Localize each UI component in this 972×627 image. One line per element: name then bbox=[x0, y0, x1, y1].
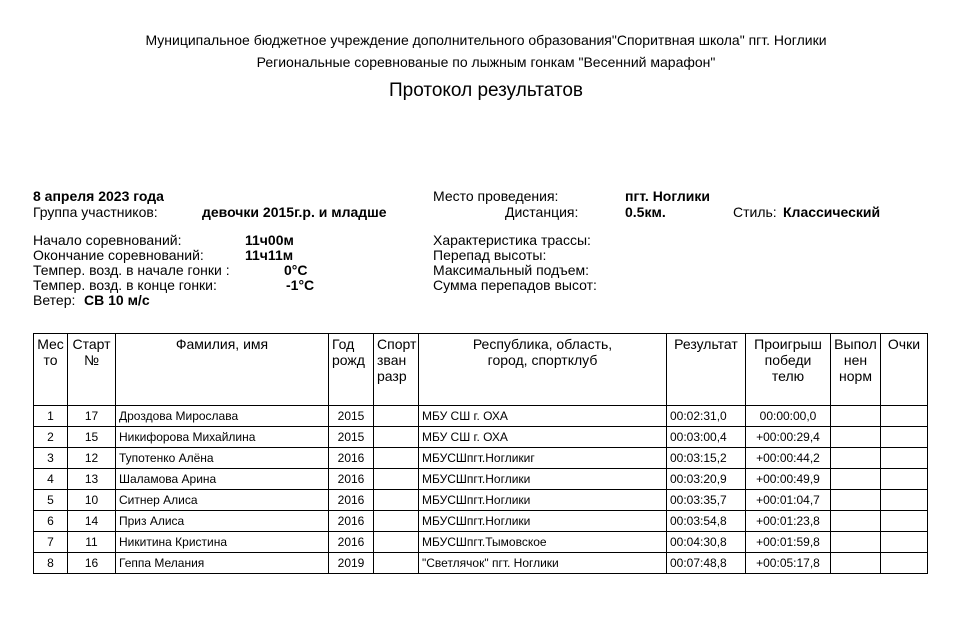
event-name: Региональные соревнованые по лыжным гонкам "Весенний марафон" bbox=[256, 54, 716, 70]
col-points-label: Очки bbox=[887, 336, 921, 352]
group-value: девочки 2015г.р. и младше bbox=[202, 204, 387, 220]
table-cell: 00:00:00,0 bbox=[746, 406, 831, 427]
col-place bbox=[34, 334, 68, 406]
col-result bbox=[667, 334, 746, 406]
table-cell bbox=[374, 553, 419, 574]
table-cell: 2016 bbox=[329, 448, 374, 469]
table-cell: 17 bbox=[68, 406, 116, 427]
table-cell bbox=[881, 427, 928, 448]
col-norm bbox=[831, 334, 881, 406]
table-cell: +00:00:29,4 bbox=[746, 427, 831, 448]
table-cell: +00:00:44,2 bbox=[746, 448, 831, 469]
table-cell: МБУСШпгт.Ноглики bbox=[419, 490, 667, 511]
table-header-row bbox=[34, 334, 928, 406]
table-cell: 2016 bbox=[329, 511, 374, 532]
table-cell: 16 bbox=[68, 553, 116, 574]
table-cell: 8 bbox=[34, 553, 68, 574]
table-cell: МБУСШпгт.Тымовское bbox=[419, 532, 667, 553]
height-diff-label: Перепад высоты: bbox=[433, 247, 547, 263]
table-cell: 00:04:30,8 bbox=[667, 532, 746, 553]
start-label: Начало соревнований: bbox=[33, 232, 182, 248]
col-name bbox=[116, 334, 329, 406]
table-cell: Геппа Мелания bbox=[116, 553, 329, 574]
table-cell: 12 bbox=[68, 448, 116, 469]
table-cell bbox=[831, 427, 881, 448]
table-cell bbox=[374, 427, 419, 448]
distance-value: 0.5км. bbox=[625, 204, 666, 220]
table-cell bbox=[374, 511, 419, 532]
style-value: Классический bbox=[783, 204, 881, 220]
table-cell bbox=[881, 469, 928, 490]
table-cell: +00:01:04,7 bbox=[746, 490, 831, 511]
table-cell: МБУСШпгт.Ноглики bbox=[419, 469, 667, 490]
col-bib bbox=[68, 334, 116, 406]
table-cell: 2015 bbox=[329, 427, 374, 448]
table-cell: Никитина Кристина bbox=[116, 532, 329, 553]
table-cell bbox=[881, 511, 928, 532]
table-cell: 2016 bbox=[329, 532, 374, 553]
table-cell: 3 bbox=[34, 448, 68, 469]
table-cell bbox=[831, 490, 881, 511]
table-cell: 2016 bbox=[329, 469, 374, 490]
table-cell: 00:03:20,9 bbox=[667, 469, 746, 490]
col-place-label: Мес то bbox=[37, 336, 64, 368]
table-cell: 2019 bbox=[329, 553, 374, 574]
col-year-label: Год рожд bbox=[332, 336, 365, 368]
page-title: Протокол результатов bbox=[388, 80, 584, 101]
organization-name: Муниципальное бюджетное учреждение дополнительного образования"Споритвная школа" пгт. Ноглики bbox=[145, 32, 827, 48]
table-cell bbox=[831, 448, 881, 469]
temp-end-label: Темпер. возд. в конце гонки: bbox=[33, 277, 217, 293]
table-cell: 1 bbox=[34, 406, 68, 427]
table-cell: Тупотенко Алёна bbox=[116, 448, 329, 469]
col-behind-label: Проигрыш победи телю bbox=[754, 336, 822, 384]
table-cell bbox=[831, 511, 881, 532]
table-cell: 2016 bbox=[329, 490, 374, 511]
col-name-label: Фамилия, имя bbox=[175, 336, 269, 352]
temp-start-value: 0°C bbox=[284, 262, 308, 278]
event-date: 8 апреля 2023 года bbox=[33, 188, 164, 204]
total-diff-label: Сумма перепадов высот: bbox=[433, 277, 597, 293]
table-cell: 6 bbox=[34, 511, 68, 532]
col-result-label: Результат bbox=[674, 336, 738, 352]
table-cell bbox=[374, 469, 419, 490]
results-table bbox=[33, 333, 928, 574]
col-norm-label: Выпол нен норм bbox=[834, 336, 877, 384]
table-cell bbox=[374, 490, 419, 511]
table-cell: МБУ СШ г. ОХА bbox=[419, 427, 667, 448]
table-row bbox=[34, 469, 928, 490]
col-behind bbox=[746, 334, 831, 406]
table-cell bbox=[881, 448, 928, 469]
table-cell: 4 bbox=[34, 469, 68, 490]
table-row bbox=[34, 406, 928, 427]
table-cell: 2 bbox=[34, 427, 68, 448]
table-cell: 7 bbox=[34, 532, 68, 553]
table-row bbox=[34, 511, 928, 532]
table-cell bbox=[881, 490, 928, 511]
track-label: Характеристика трассы: bbox=[433, 232, 591, 248]
table-cell: 00:03:54,8 bbox=[667, 511, 746, 532]
table-cell: МБУСШпгт.Ноглики bbox=[419, 511, 667, 532]
table-cell: 2015 bbox=[329, 406, 374, 427]
wind-value: СВ 10 м/с bbox=[84, 292, 150, 308]
table-cell bbox=[374, 406, 419, 427]
table-row bbox=[34, 490, 928, 511]
table-cell: +00:00:49,9 bbox=[746, 469, 831, 490]
table-cell: Приз Алиса bbox=[116, 511, 329, 532]
table-cell bbox=[374, 532, 419, 553]
col-rank-label: Спорт зван разр bbox=[377, 336, 417, 384]
table-cell bbox=[881, 532, 928, 553]
table-cell: Ситнер Алиса bbox=[116, 490, 329, 511]
end-label: Окончание соревнований: bbox=[33, 247, 204, 263]
table-cell: 13 bbox=[68, 469, 116, 490]
col-club-label: Республика, область, город, спортклуб bbox=[472, 336, 613, 368]
table-row bbox=[34, 427, 928, 448]
table-cell: +00:01:59,8 bbox=[746, 532, 831, 553]
table-row bbox=[34, 532, 928, 553]
table-cell: 14 bbox=[68, 511, 116, 532]
table-cell: Шаламова Арина bbox=[116, 469, 329, 490]
table-cell bbox=[881, 553, 928, 574]
place-value: пгт. Ноглики bbox=[625, 188, 710, 204]
table-cell bbox=[831, 406, 881, 427]
table-cell: МБУ СШ г. ОХА bbox=[419, 406, 667, 427]
table-cell: 5 bbox=[34, 490, 68, 511]
table-cell bbox=[831, 532, 881, 553]
table-cell: 00:07:48,8 bbox=[667, 553, 746, 574]
table-cell: МБУСШпгт.Ногликиг bbox=[419, 448, 667, 469]
table-cell: 00:03:00,4 bbox=[667, 427, 746, 448]
table-cell bbox=[881, 406, 928, 427]
col-bib-label: Старт № bbox=[72, 336, 111, 368]
max-climb-label: Максимальный подъем: bbox=[433, 262, 590, 278]
table-cell: 00:03:35,7 bbox=[667, 490, 746, 511]
table-row bbox=[34, 553, 928, 574]
distance-label: Дистанция: bbox=[505, 204, 579, 220]
table-cell bbox=[831, 553, 881, 574]
table-cell: +00:01:23,8 bbox=[746, 511, 831, 532]
col-rank bbox=[374, 334, 419, 406]
temp-end-value: -1°C bbox=[286, 277, 315, 293]
table-cell: 11 bbox=[68, 532, 116, 553]
table-cell bbox=[831, 469, 881, 490]
col-club bbox=[419, 334, 667, 406]
table-cell: "Светлячок" пгт. Ноглики bbox=[419, 553, 667, 574]
wind-label: Ветер: bbox=[33, 292, 76, 308]
table-cell: Дроздова Мирослава bbox=[116, 406, 329, 427]
col-year bbox=[329, 334, 374, 406]
table-cell: 15 bbox=[68, 427, 116, 448]
col-points bbox=[881, 334, 928, 406]
style-label: Стиль: bbox=[733, 204, 777, 220]
table-cell: 00:02:31,0 bbox=[667, 406, 746, 427]
table-cell: 00:03:15,2 bbox=[667, 448, 746, 469]
temp-start-label: Темпер. возд. в начале гонки : bbox=[33, 262, 230, 278]
table-cell: Никифорова Михайлина bbox=[116, 427, 329, 448]
table-cell: 10 bbox=[68, 490, 116, 511]
table-cell: +00:05:17,8 bbox=[746, 553, 831, 574]
place-label: Место проведения: bbox=[433, 188, 559, 204]
table-cell bbox=[374, 448, 419, 469]
group-label: Группа участников: bbox=[33, 204, 158, 220]
table-row bbox=[34, 448, 928, 469]
end-value: 11ч11м bbox=[245, 247, 294, 263]
start-value: 11ч00м bbox=[245, 232, 294, 248]
